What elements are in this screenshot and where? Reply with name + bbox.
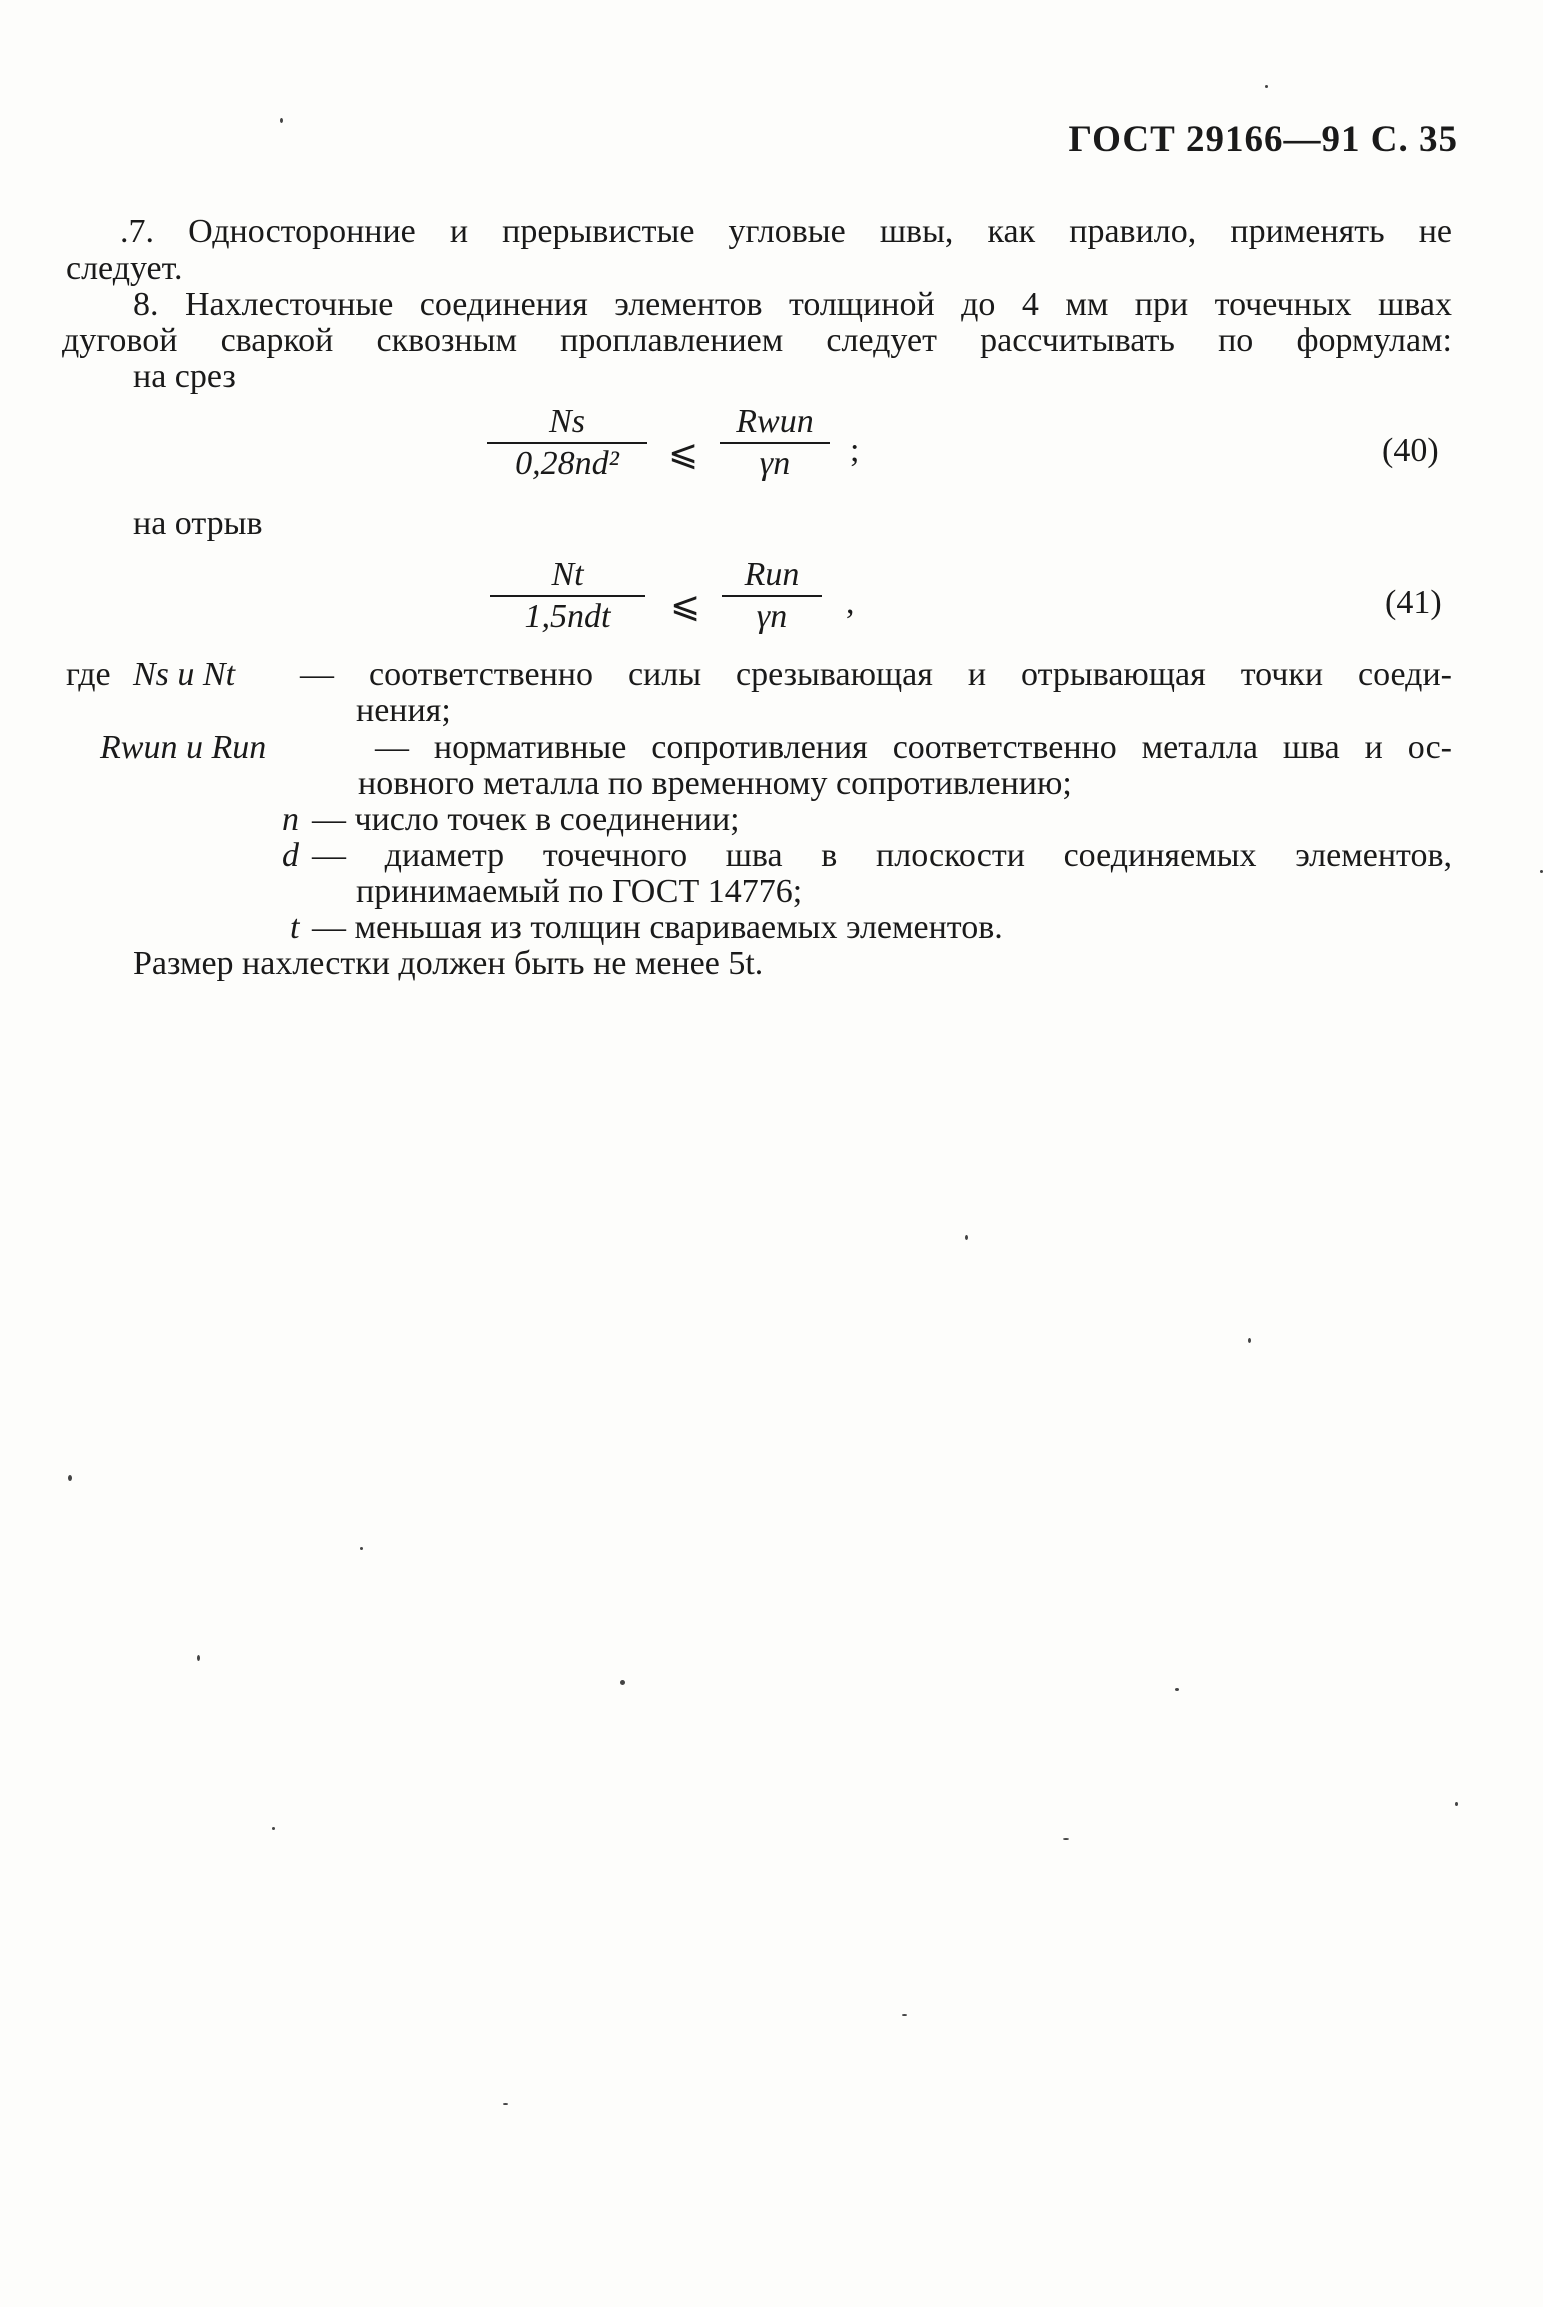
para8-line1: 8. Нахлесточные соединения элементов толщиной до 4 мм при точечных швах [133, 286, 1452, 323]
formula40-punct: ; [850, 432, 860, 469]
defs-ns-nt-desc1: — соответственно силы срезывающая и отрывающая точки соеди- [300, 656, 1452, 693]
closing-sentence: Размер нахлестки должен быть не менее 5t. [133, 945, 764, 982]
formula41-relation: ⩽ [670, 585, 701, 625]
formula40-right-fraction [720, 402, 830, 484]
formula41-left-numerator: Nt [551, 556, 584, 593]
para7-line2: следует. [66, 250, 183, 287]
formula41-number: (41) [1385, 584, 1442, 621]
defs-r-desc1: — нормативные сопротивления соответственно металла шва и ос- [375, 729, 1452, 766]
defs-ns-nt-desc2: нения; [356, 692, 451, 729]
para7-line1: .7. Односторонние и прерывистые угловые швы, как правило, применять не [120, 213, 1452, 250]
formula41-right-fraction [722, 555, 822, 637]
defs-t-desc: — меньшая из толщин свариваемых элементов. [312, 909, 1003, 946]
defs-n-desc: — число точек в соединении; [312, 801, 740, 838]
page-header: ГОСТ 29166—91 С. 35 [1068, 119, 1458, 160]
formula40-relation: ⩽ [668, 433, 699, 473]
defs-r-desc2: новного металла по временному сопротивлению; [358, 765, 1072, 802]
formula41-right-denominator: γn [756, 598, 788, 635]
formula41-left-denominator: 1,5ndt [524, 598, 611, 635]
formula41-left-fraction [490, 555, 645, 637]
para8-line2: дуговой сваркой сквозным проплавлением следует рассчитывать по формулам: [62, 322, 1452, 359]
formula41-right-numerator: Run [744, 556, 800, 593]
para8-line3: на срез [133, 358, 236, 395]
formula41-punct: , [846, 584, 855, 621]
defs-d-symbol: d [282, 837, 299, 874]
formula40-left-denominator: 0,28nd² [515, 445, 619, 482]
defs-where: где [66, 656, 111, 693]
formula40-left-numerator: Ns [549, 403, 585, 440]
formula40-left-fraction [487, 402, 647, 484]
defs-t-symbol: t [290, 909, 300, 946]
defs-d-desc1: — диаметр точечного шва в плоскости соединяемых элементов, [312, 837, 1452, 874]
defs-n-symbol: n [282, 801, 299, 838]
formula40-right-denominator: γn [759, 445, 791, 482]
defs-d-desc2: принимаемый по ГОСТ 14776; [356, 873, 803, 910]
defs-r-r: Rwun и Run [100, 729, 267, 766]
formula40-right-numerator: Rwun [736, 403, 814, 440]
formula40-number: (40) [1382, 432, 1439, 469]
defs-ns-nt: Ns и Nt [133, 656, 236, 693]
label-tear: на отрыв [133, 505, 263, 542]
